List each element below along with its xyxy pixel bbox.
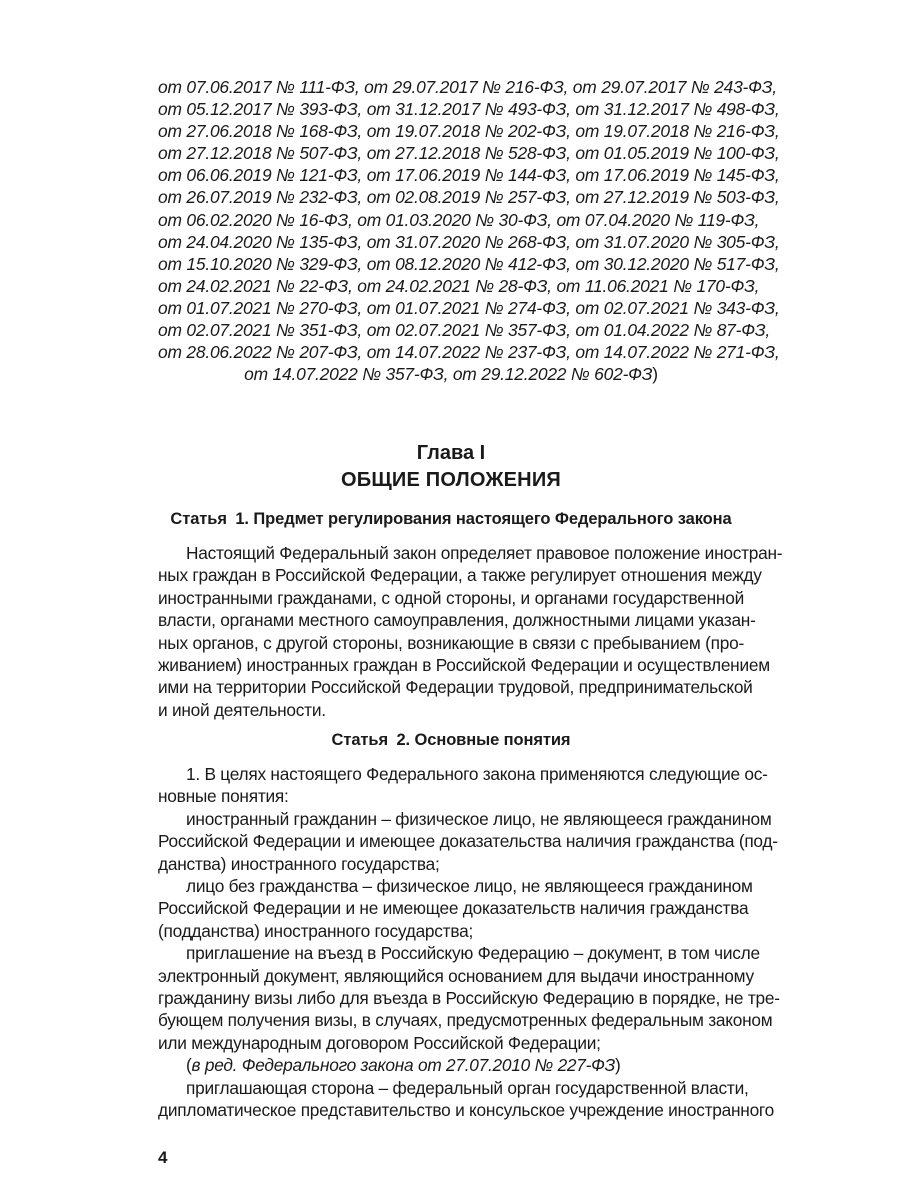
page-number: 4 <box>158 1148 168 1167</box>
text-line: дипломатическое представительство и консульское учреждение иностранного <box>158 1100 774 1121</box>
amendment-line: от 27.06.2018 № 168-ФЗ, от 19.07.2018 № 202-ФЗ, от 19.07.2018 № 216-ФЗ, <box>158 121 780 142</box>
text-line: ных органов, с другой стороны, возникающие в связи с пребыванием (про- <box>158 632 744 653</box>
chapter-title: ОБЩИЕ ПОЛОЖЕНИЯ <box>341 469 561 491</box>
text-line: Настоящий Федеральный закон определяет правовое положение иностран- <box>186 543 783 563</box>
amendment-line: от 15.10.2020 № 329-ФЗ, от 08.12.2020 № 412-ФЗ, от 30.12.2020 № 517-ФЗ, <box>158 253 780 274</box>
text-line: приглашающая сторона – федеральный орган государственной власти, <box>186 1077 749 1098</box>
article-1-title: Предмет регулирования настоящего Федерального закона <box>253 510 732 528</box>
chapter-heading <box>158 440 744 494</box>
amendment-line: от 01.07.2021 № 270-ФЗ, от 01.07.2021 № 274-ФЗ, от 02.07.2021 № 343-ФЗ, <box>158 297 780 318</box>
amendment-line: от 14.07.2022 № 357-ФЗ, от 29.12.2022 № 602-ФЗ <box>244 364 653 385</box>
article-2-number: Статья 2. <box>331 731 411 749</box>
text-line: и иной деятельности. <box>158 699 326 720</box>
amendment-line: от 24.02.2021 № 22-ФЗ, от 24.02.2021 № 28-ФЗ, от 11.06.2021 № 170-ФЗ, <box>158 275 760 296</box>
text-line: новные понятия: <box>158 786 289 807</box>
text-line: бующем получения визы, в случаях, предусмотренных федеральным законом <box>158 1010 773 1031</box>
text-line: гражданину визы либо для въезда в Российскую Федерацию в порядке, не тре- <box>158 988 780 1009</box>
paren-open: ( <box>186 1055 192 1076</box>
amendment-line: от 27.12.2018 № 507-ФЗ, от 27.12.2018 № 528-ФЗ, от 01.05.2019 № 100-ФЗ, <box>158 143 780 164</box>
article-1-heading <box>158 508 744 530</box>
article-2-title: Основные понятия <box>414 731 571 749</box>
closing-paren: ) <box>652 364 658 385</box>
text-line: лицо без гражданства – физическое лицо, не являющееся гражданином <box>186 876 753 897</box>
text-line: ных граждан в Российской Федерации, а также регулирует отношения между <box>158 565 762 586</box>
text-line: или международным договором Российской Федерации; <box>158 1032 601 1053</box>
article-1-text <box>158 542 783 721</box>
amendment-line: от 24.04.2020 № 135-ФЗ, от 31.07.2020 № 268-ФЗ, от 31.07.2020 № 305-ФЗ, <box>158 231 780 252</box>
article-2-text <box>158 763 780 1122</box>
amendment-line: от 06.02.2020 № 16-ФЗ, от 01.03.2020 № 30-ФЗ, от 07.04.2020 № 119-ФЗ, <box>158 209 760 230</box>
text-line: данства) иностранного государства; <box>158 853 440 874</box>
text-line: Российской Федерации и не имеющее доказательств наличия гражданства <box>158 898 749 919</box>
text-line: приглашение на въезд в Российскую Федерацию – документ, в том числе <box>186 943 760 964</box>
amendment-line: от 05.12.2017 № 393-ФЗ, от 31.12.2017 № 493-ФЗ, от 31.12.2017 № 498-ФЗ, <box>158 99 780 120</box>
article-2-heading <box>158 729 744 751</box>
amendments-list <box>158 76 780 385</box>
text-line: Российской Федерации и имеющее доказательства наличия гражданства (под- <box>158 831 778 852</box>
text-line: иностранный гражданин – физическое лицо, не являющееся гражданином <box>186 808 772 829</box>
amendment-line: от 07.06.2017 № 111-ФЗ, от 29.07.2017 № 216-ФЗ, от 29.07.2017 № 243-ФЗ, <box>158 77 777 97</box>
text-line: (подданства) иностранного государства; <box>158 920 473 941</box>
text-line: электронный документ, являющийся основанием для выдачи иностранному <box>158 965 754 986</box>
revision-note-text: в ред. Федерального закона от 27.07.2010 № 227-ФЗ <box>191 1055 616 1076</box>
text-line: 1. В целях настоящего Федерального закона применяются следующие ос- <box>186 764 768 784</box>
text-line: иностранными гражданами, с одной стороны, и органами государственной <box>158 587 744 608</box>
text-line: власти, органами местного самоуправления, должностными лицами указан- <box>158 610 756 631</box>
amendment-line: от 06.06.2019 № 121-ФЗ, от 17.06.2019 № 144-ФЗ, от 17.06.2019 № 145-ФЗ, <box>158 165 780 186</box>
paren-close: ) <box>615 1055 621 1076</box>
article-1-number: Статья 1. <box>170 510 249 528</box>
text-line: ими на территории Российской Федерации трудовой, предпринимательской <box>158 677 753 698</box>
amendment-line: от 28.06.2022 № 207-ФЗ, от 14.07.2022 № 237-ФЗ, от 14.07.2022 № 271-ФЗ, <box>158 342 780 363</box>
amendment-line: от 26.07.2019 № 232-ФЗ, от 02.08.2019 № 257-ФЗ, от 27.12.2019 № 503-ФЗ, <box>158 187 780 208</box>
amendment-line: от 02.07.2021 № 351-ФЗ, от 02.07.2021 № 357-ФЗ, от 01.04.2022 № 87-ФЗ, <box>158 320 770 341</box>
revision-note <box>158 1054 744 1076</box>
text-line: живанием) иностранных граждан в Российской Федерации и осуществлением <box>158 655 770 676</box>
chapter-label: Глава I <box>416 442 486 464</box>
amendment-line-last <box>158 363 744 385</box>
